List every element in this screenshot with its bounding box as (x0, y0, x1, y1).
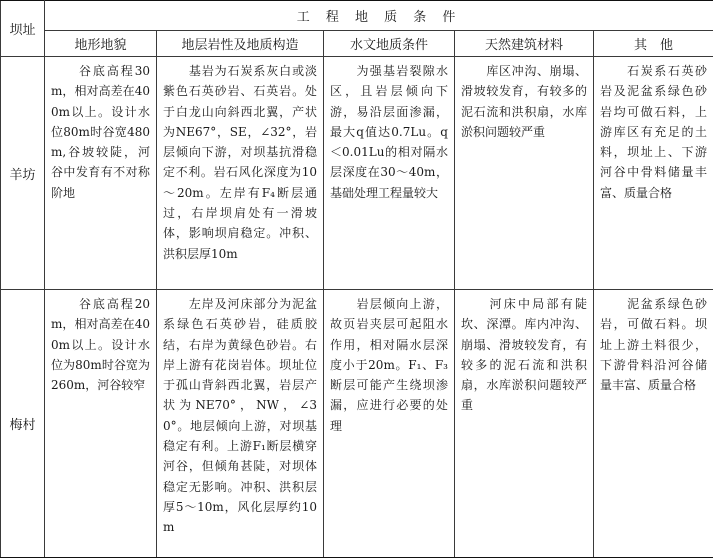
col-header-other: 其 他 (594, 31, 713, 57)
col-header-hydrogeology: 水文地质条件 (324, 31, 455, 57)
cell-hydrogeology: 为强基岩裂隙水区，且岩层倾向下游，易沿层面渗漏，最大q值达0.7Lu。q＜0.01Lu的相对隔水层深度在30～40m，基础处理工程量较大 (324, 57, 455, 290)
cell-hydrogeology: 岩层倾向上游，故页岩夹层可起阻水作用，相对隔水层深度小于20m。F₁、F₃断层可能产生绕坝渗漏，应进行必要的处理 (324, 290, 455, 558)
table-row-yangfang (1, 57, 713, 290)
cell-materials: 河床中局部有陡坎、深潭。库内冲沟、崩塌、滑坡较发育，有较多的泥石流和洪积扇，水库淤积问题较严重 (455, 290, 594, 558)
conditions-group-header: 工 程 地 质 条 件 (45, 1, 713, 31)
site-header: 坝址 (1, 1, 45, 57)
site-name: 梅村 (1, 290, 45, 558)
site-name: 羊坊 (1, 57, 45, 290)
cell-terrain: 谷底高程30m，相对高差在400m以上。设计水位80m时谷宽480m,谷坡较陡，河谷中发育有不对称阶地 (45, 57, 157, 290)
cell-other: 石炭系石英砂岩及泥盆系绿色砂岩均可做石料，上游库区有充足的土料，坝址上、下游河谷中骨料储量丰富、质量合格 (594, 57, 713, 290)
cell-terrain: 谷底高程20m，相对高差在400m以上。设计水位为80m时谷宽为260m，河谷较窄 (45, 290, 157, 558)
cell-other: 泥盆系绿色砂岩，可做石料。坝址上游土料很少，下游骨料沿河谷储量丰富、质量合格 (594, 290, 713, 558)
header-row-1 (1, 1, 713, 31)
cell-materials: 库区冲沟、崩塌、滑坡较发育，有较多的泥石流和洪积扇，水库淤积问题较严重 (455, 57, 594, 290)
col-header-materials: 天然建筑材料 (455, 31, 594, 57)
cell-lithology: 基岩为石炭系灰白或淡紫色石英砂岩、石英岩。处于白龙山向斜西北翼，产状为NE67°，SE，∠32°，岩层倾向下游，对坝基抗滑稳定不利。岩石风化深度为10～20m。左岸有F₄断层通过，右岸坝肩处有一滑坡体，影响坝肩稳定。冲积、洪积层厚10m (157, 57, 324, 290)
table-row-meicun (1, 290, 713, 558)
col-header-lithology: 地层岩性及地质构造 (157, 31, 324, 57)
header-row-2 (1, 31, 713, 57)
col-header-terrain: 地形地貌 (45, 31, 157, 57)
cell-lithology: 左岸及河床部分为泥盆系绿色石英砂岩，硅质胶结，右岸为黄绿色砂岩。右岸上游有花岗岩体。坝址位于孤山背斜西北翼，岩层产状为NE70°，NW，∠30°。地层倾向上游，对坝基稳定有利。上游F₁断层横穿河谷，但倾角甚陡，对坝体稳定无影响。冲积、洪积层厚5～10m，风化层厚约10m (157, 290, 324, 558)
